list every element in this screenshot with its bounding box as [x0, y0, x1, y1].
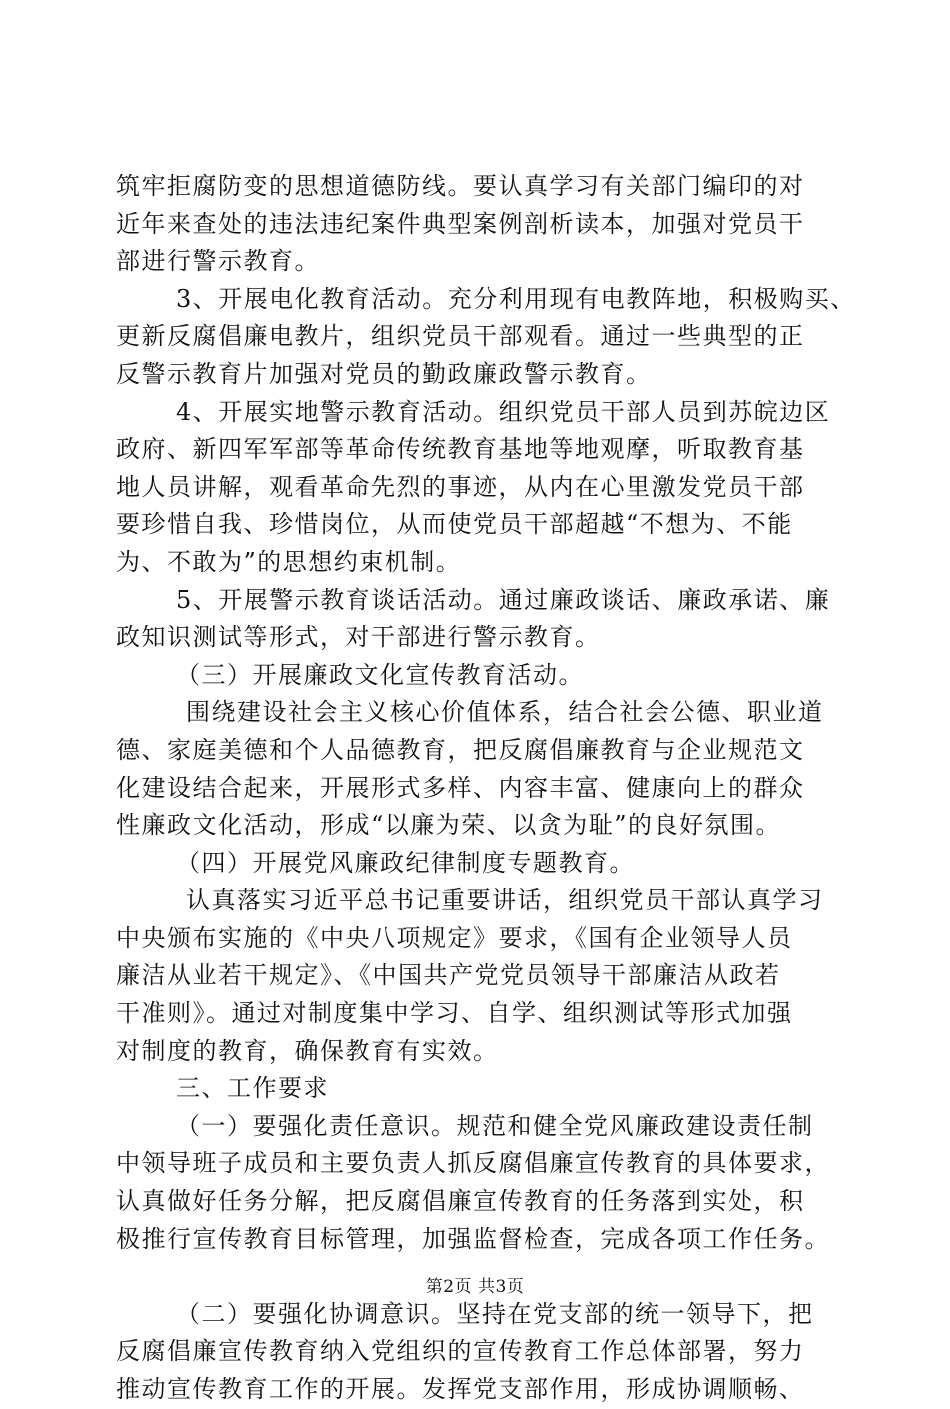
text-line: 5、开展警示教育谈话活动。通过廉政谈话、廉政承诺、廉 — [176, 585, 831, 614]
text-line: 极推行宣传教育目标管理，加强监督检查，完成各项工作任务。 — [116, 1224, 830, 1253]
text-line: 德、家庭美德和个人品德教育，把反腐倡廉教育与企业规范文 — [116, 735, 805, 764]
text-line: 推动宣传教育工作的开展。发挥党支部作用，形成协调顺畅、 — [116, 1375, 805, 1403]
text-line: 3、开展电化教育活动。充分利用现有电教阵地，积极购买、 — [176, 284, 856, 313]
text-line: 近年来查处的违法违纪案件典型案例剖析读本，加强对党员干 — [116, 209, 805, 238]
text-line: 干准则》。通过对制度集中学习、自学、组织测试等形式加强 — [116, 999, 793, 1028]
text-line: 地人员讲解，观看革命先烈的事迹，从内在心里激发党员干部 — [116, 472, 805, 501]
section-heading: （四）开展党风廉政纪律制度专题教育。 — [176, 848, 635, 877]
text-line: 认真落实习近平总书记重要讲话，组织党员干部认真学习 — [186, 886, 824, 915]
section-heading: （三）开展廉政文化宣传教育活动。 — [176, 660, 584, 689]
text-line: 政知识测试等形式，对干部进行警示教育。 — [116, 623, 601, 652]
text-line: 对制度的教育，确保教育有实效。 — [116, 1036, 499, 1065]
text-line: 政府、新四军军部等革命传统教育基地等地观摩，听取教育基 — [116, 435, 805, 464]
text-line: 更新反腐倡廉电教片，组织党员干部观看。通过一些典型的正 — [116, 322, 805, 351]
text-line: （二）要强化协调意识。坚持在党支部的统一领导下，把 — [176, 1299, 814, 1328]
text-line: 认真做好任务分解，把反腐倡廉宣传教育的任务落到实处，积 — [116, 1187, 805, 1216]
text-line: 要珍惜自我、珍惜岗位，从而使党员干部超越“不想为、不能 — [116, 510, 793, 539]
text-line: 反腐倡廉宣传教育纳入党组织的宣传教育工作总体部署，努力 — [116, 1337, 805, 1366]
text-line: （一）要强化责任意识。规范和健全党风廉政建设责任制 — [176, 1111, 814, 1140]
document-body — [116, 168, 856, 1409]
text-line: 部进行警示教育。 — [116, 247, 320, 276]
text-line: 筑牢拒腐防变的思想道德防线。要认真学习有关部门编印的对 — [116, 172, 805, 200]
text-line: 中领导班子成员和主要负责人抓反腐倡廉宣传教育的具体要求， — [116, 1149, 830, 1178]
text-line: 中央颁布实施的《中央八项规定》要求，《国有企业领导人员 — [116, 923, 793, 952]
text-line: 廉洁从业若干规定》、《中国共产党党员领导干部廉洁从政若 — [116, 961, 781, 990]
text-line: 为、不敢为”的思想约束机制。 — [116, 547, 462, 576]
text-line: 化建设结合起来，开展形式多样、内容丰富、健康向上的群众 — [116, 773, 805, 802]
page-footer: 第2页 共3页 — [425, 1277, 525, 1297]
text-line: 4、开展实地警示教育活动。组织党员干部人员到苏皖边区 — [176, 397, 831, 426]
text-line: 围绕建设社会主义核心价值体系，结合社会公德、职业道 — [186, 698, 824, 727]
section-heading: 三、工作要求 — [176, 1074, 329, 1103]
text-line: 性廉政文化活动，形成“以廉为荣、以贪为耻”的良好氛围。 — [116, 811, 782, 840]
text-line: 反警示教育片加强对党员的勤政廉政警示教育。 — [116, 359, 652, 388]
